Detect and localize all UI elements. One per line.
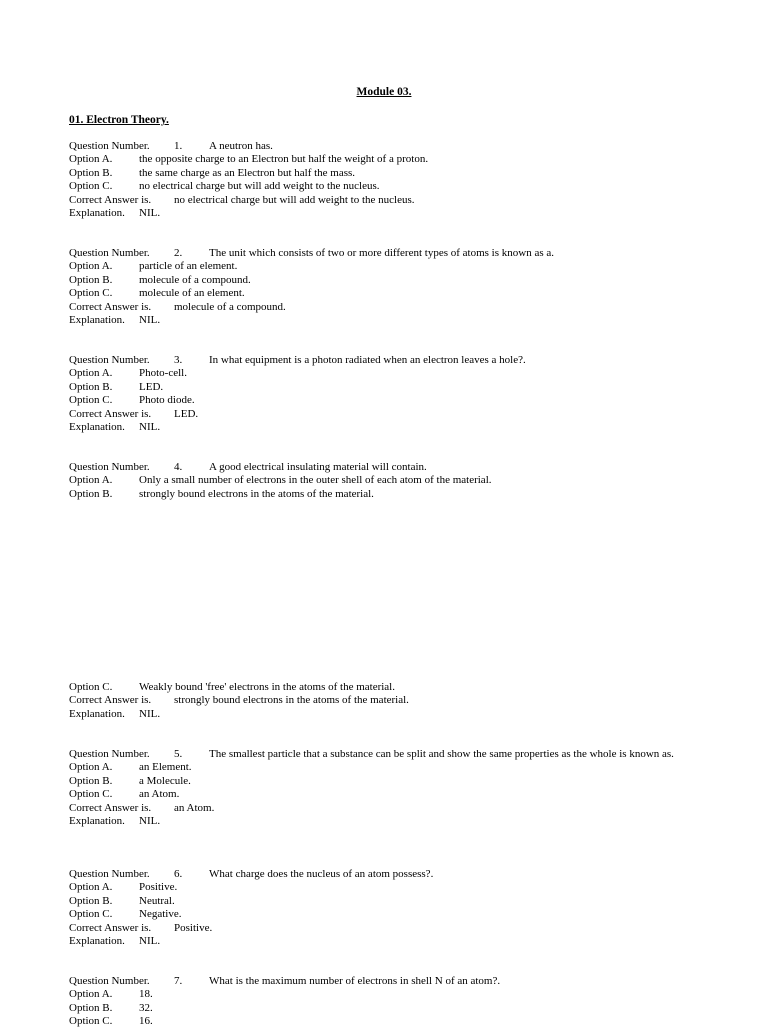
- answer-text: no electrical charge but will add weight to the nucleus.: [174, 193, 415, 206]
- question-wrap: [69, 748, 694, 761]
- question-line: [69, 247, 699, 260]
- option-a-text: Positive.: [139, 881, 178, 894]
- question-line: [69, 140, 699, 153]
- question-label: Question Number.: [69, 748, 150, 760]
- question-text: What charge does the nucleus of an atom possess?.: [209, 868, 434, 880]
- option-a-text: Only a small number of electrons in the outer shell of each atom of the material.: [139, 474, 492, 487]
- option-b-label: Option B.: [69, 487, 113, 500]
- option-a-line: [69, 881, 699, 894]
- option-c-line: [69, 1015, 699, 1028]
- answer-label: Correct Answer is.: [69, 193, 152, 206]
- option-b-text: molecule of a compound.: [139, 273, 251, 286]
- option-a-label: Option A.: [69, 260, 113, 273]
- option-b-line: [69, 274, 699, 287]
- answer-text: LED.: [174, 407, 199, 420]
- option-c-line: [69, 681, 699, 694]
- explanation-label: Explanation.: [69, 707, 125, 720]
- option-b-text: Neutral.: [139, 894, 175, 907]
- question-line: [69, 748, 694, 761]
- option-b-label: Option B.: [69, 273, 113, 286]
- option-a-text: particle of an element.: [139, 260, 238, 273]
- option-a-label: Option A.: [69, 474, 113, 487]
- option-c-text: Photo diode.: [139, 394, 195, 407]
- explanation-text: NIL.: [139, 934, 161, 947]
- option-a-text: 18.: [139, 988, 153, 1001]
- answer-text: an Atom.: [174, 801, 215, 814]
- explanation-label: Explanation.: [69, 420, 125, 433]
- option-c-label: Option C.: [69, 788, 113, 801]
- question-text: The smallest particle that a substance can be split and show the same properties as the whole is known as.: [209, 748, 674, 760]
- question-block-5: [69, 748, 694, 828]
- option-a-label: Option A.: [69, 881, 113, 894]
- option-c-text: 16.: [139, 1015, 153, 1028]
- question-line: [69, 975, 699, 988]
- question-line: [69, 868, 699, 881]
- explanation-text: NIL.: [139, 707, 161, 720]
- explanation-text: NIL.: [139, 814, 161, 827]
- question-block-2: [69, 247, 699, 327]
- question-block-3: [69, 354, 699, 434]
- question-label: Question Number.: [69, 140, 150, 152]
- explanation-text: NIL.: [139, 420, 161, 433]
- option-b-text: a Molecule.: [139, 774, 191, 787]
- explanation-label: Explanation.: [69, 313, 125, 326]
- answer-line: [69, 194, 699, 207]
- option-c-text: no electrical charge but will add weight to the nucleus.: [139, 180, 380, 193]
- option-b-text: strongly bound electrons in the atoms of the material.: [139, 487, 374, 500]
- question-text: What is the maximum number of electrons in shell N of an atom?.: [209, 975, 501, 987]
- answer-text: Positive.: [174, 921, 213, 934]
- option-c-line: [69, 908, 699, 921]
- question-line: [69, 354, 699, 367]
- question-label: Question Number.: [69, 461, 150, 473]
- option-c-text: an Atom.: [139, 788, 180, 801]
- explanation-line: [69, 935, 699, 948]
- option-c-label: Option C.: [69, 681, 113, 693]
- option-a-line: [69, 988, 699, 1001]
- option-b-text: LED.: [139, 380, 164, 393]
- question-number: 4.: [174, 461, 183, 473]
- question-label: Question Number.: [69, 247, 150, 259]
- option-c-line: [69, 394, 699, 407]
- question-text: A neutron has.: [209, 140, 273, 152]
- option-c-label: Option C.: [69, 287, 113, 300]
- option-c-line: [69, 180, 699, 193]
- answer-label: Correct Answer is.: [69, 921, 152, 934]
- option-a-line: [69, 153, 699, 166]
- question-number: 7.: [174, 975, 183, 987]
- answer-line: [69, 694, 699, 707]
- explanation-line: [69, 314, 699, 327]
- option-b-label: Option B.: [69, 166, 113, 179]
- question-number: 3.: [174, 354, 183, 366]
- option-c-text: molecule of an element.: [139, 287, 245, 300]
- option-a-line: [69, 761, 694, 774]
- question-number: 5.: [174, 748, 183, 760]
- option-c-label: Option C.: [69, 180, 113, 193]
- option-b-text: the same charge as an Electron but half the mass.: [139, 166, 356, 179]
- question-block-1: [69, 140, 699, 220]
- answer-label: Correct Answer is.: [69, 694, 152, 707]
- module-title: Module 03.: [356, 86, 412, 98]
- option-a-text: Photo-cell.: [139, 367, 187, 380]
- option-b-line: [69, 895, 699, 908]
- question-label: Question Number.: [69, 868, 150, 880]
- question-text: The unit which consists of two or more different types of atoms is known as a.: [209, 247, 555, 259]
- explanation-label: Explanation.: [69, 934, 125, 947]
- explanation-line: [69, 207, 699, 220]
- option-a-line: [69, 367, 699, 380]
- option-b-line: [69, 488, 699, 501]
- option-c-label: Option C.: [69, 1015, 113, 1028]
- answer-line: [69, 802, 694, 815]
- question-block-4-continued: [69, 681, 699, 721]
- option-a-line: [69, 260, 699, 273]
- answer-line: [69, 408, 699, 421]
- question-number: 2.: [174, 247, 183, 259]
- option-b-line: [69, 775, 694, 788]
- section-title: 01. Electron Theory.: [69, 114, 169, 126]
- answer-label: Correct Answer is.: [69, 801, 152, 814]
- explanation-label: Explanation.: [69, 814, 125, 827]
- answer-text: molecule of a compound.: [174, 300, 286, 313]
- option-b-label: Option B.: [69, 774, 113, 787]
- option-c-line: [69, 287, 699, 300]
- explanation-label: Explanation.: [69, 206, 125, 219]
- explanation-line: [69, 421, 699, 434]
- explanation-line: [69, 815, 694, 828]
- option-c-line: [69, 788, 694, 801]
- option-a-text: an Element.: [139, 761, 192, 774]
- question-block-6: [69, 868, 699, 948]
- option-b-label: Option B.: [69, 380, 113, 393]
- option-b-text: 32.: [139, 1001, 153, 1014]
- explanation-line: [69, 708, 699, 721]
- explanation-text: NIL.: [139, 313, 161, 326]
- answer-label: Correct Answer is.: [69, 407, 152, 420]
- option-a-line: [69, 474, 699, 487]
- option-c-label: Option C.: [69, 394, 113, 407]
- option-c-text: Weakly bound 'free' electrons in the atoms of the material.: [139, 681, 395, 693]
- question-number: 1.: [174, 140, 183, 152]
- question-number: 6.: [174, 868, 183, 880]
- question-text: A good electrical insulating material will contain.: [209, 461, 427, 473]
- question-label: Question Number.: [69, 975, 150, 987]
- option-b-line: [69, 381, 699, 394]
- option-a-label: Option A.: [69, 761, 113, 774]
- option-a-label: Option A.: [69, 153, 113, 166]
- question-label: Question Number.: [69, 354, 150, 366]
- answer-text: strongly bound electrons in the atoms of the material.: [174, 694, 409, 707]
- answer-label: Correct Answer is.: [69, 300, 152, 313]
- option-a-text: the opposite charge to an Electron but half the weight of a proton.: [139, 153, 429, 166]
- question-block-7: [69, 975, 699, 1029]
- option-b-label: Option B.: [69, 1001, 113, 1014]
- option-a-label: Option A.: [69, 367, 113, 380]
- option-c-label: Option C.: [69, 908, 113, 921]
- answer-line: [69, 301, 699, 314]
- option-b-line: [69, 167, 699, 180]
- option-b-label: Option B.: [69, 894, 113, 907]
- option-a-label: Option A.: [69, 988, 113, 1001]
- explanation-text: NIL.: [139, 206, 161, 219]
- question-line: [69, 461, 699, 474]
- option-b-line: [69, 1002, 699, 1015]
- answer-line: [69, 922, 699, 935]
- question-block-4: [69, 461, 699, 501]
- question-text: In what equipment is a photon radiated when an electron leaves a hole?.: [209, 354, 526, 366]
- option-c-text: Negative.: [139, 908, 182, 921]
